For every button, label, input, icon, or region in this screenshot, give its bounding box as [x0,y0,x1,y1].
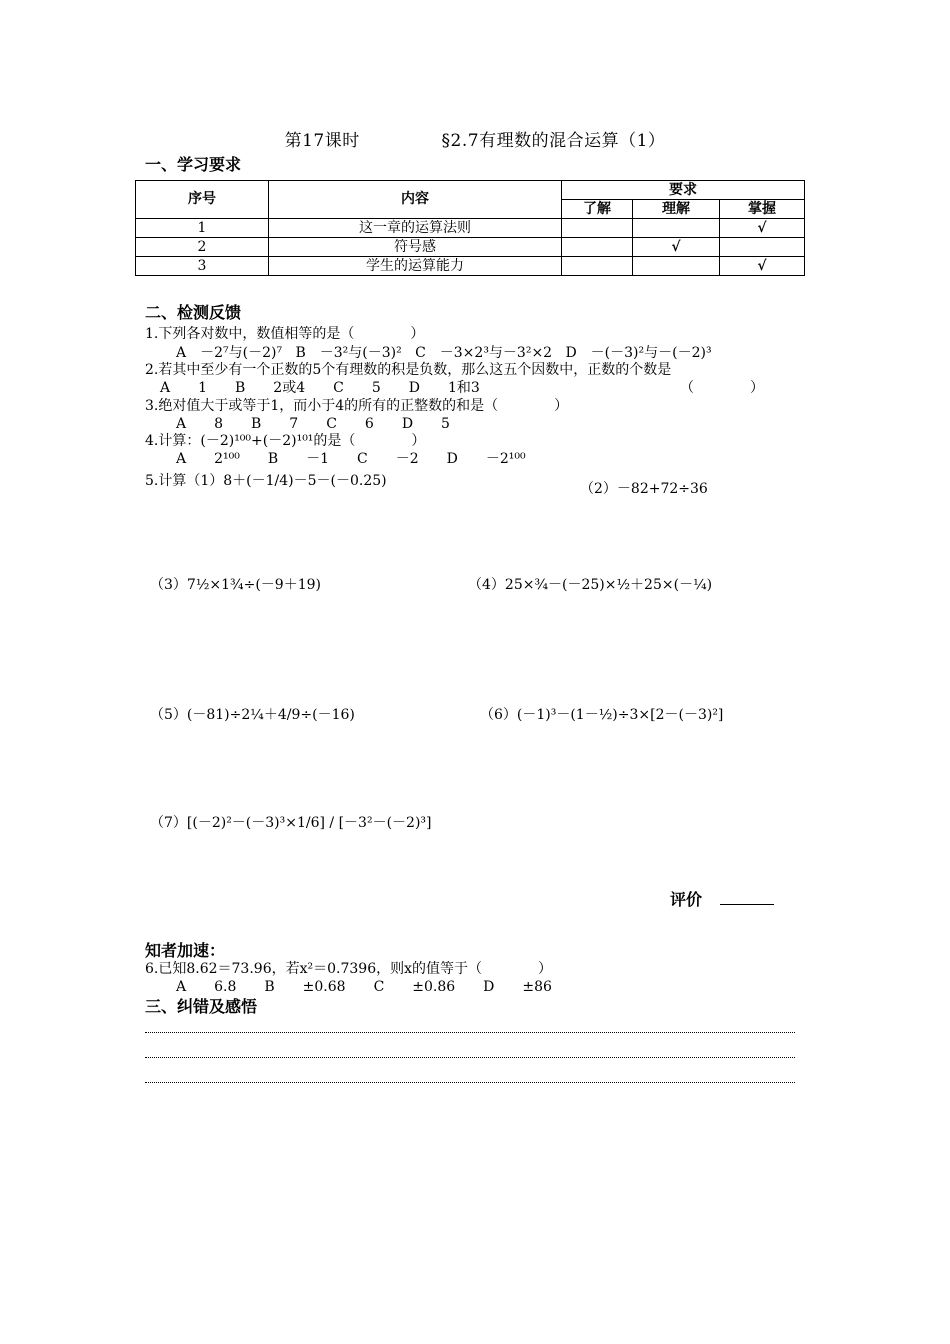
row-content: 这一章的运算法则 [269,219,562,238]
q2-options: A 1 B 2或4 C 5 D 1和3 [160,380,480,396]
col-content-header: 内容 [269,181,562,219]
q5-part5: （5）(－81)÷2¼＋4/9÷(－16) [150,707,355,723]
table-row [136,219,805,238]
answer-line[interactable] [145,1057,795,1058]
level-master: 掌握 [720,200,805,219]
lesson-topic: §2.7有理数的混合运算（1） [441,131,666,151]
q5-part6: （6）(－1)³－(1－½)÷3×[2－(－3)²] [480,707,724,723]
evaluation-label [670,887,702,910]
check-mark: √ [720,257,805,276]
section2-heading: 二、检测反馈 [145,303,242,322]
col-req-header: 要求 [562,181,805,200]
row-seq: 2 [136,238,269,257]
q1-option-c: C －3×2³与－3²×2 [415,345,553,361]
row-seq: 1 [136,219,269,238]
q6-stem: 6.已知8.62＝73.96，若x²＝0.7396，则x的值等于（ ） [145,961,552,977]
q4-options: A 2¹⁰⁰ B －1 C －2 D －2¹⁰⁰ [176,451,526,467]
q3-options: A 8 B 7 C 6 D 5 [176,416,450,432]
table-row [136,238,805,257]
q2-stem: 2.若其中至少有一个正数的5个有理数的积是负数，那么这五个因数中，正数的个数是 [145,362,672,378]
page-title [0,126,950,151]
q5-part2: （2）－82+72÷36 [580,481,708,497]
answer-line[interactable] [145,1082,795,1083]
q5-part7: （7）[(－2)²－(－3)³×1/6] / [－3²－(－2)³] [150,815,432,831]
check-mark: √ [633,238,720,257]
q3-stem: 3.绝对值大于或等于1，而小于4的所有的正整数的和是（ ） [145,398,569,414]
row-content: 符号感 [269,238,562,257]
q5-part3: （3）7½×1¾÷(－9＋19) [150,577,321,593]
q2-answer-paren: （ ） [680,380,764,396]
q1-stem: 1.下列各对数中，数值相等的是（ ） [145,326,425,342]
evaluation-blank[interactable] [720,904,774,905]
q6-options: A 6.8 B ±0.68 C ±0.86 D ±86 [176,979,552,995]
evaluation-text: 评价 [670,890,703,909]
level-understand: 理解 [633,200,720,219]
q5-part1 [145,470,387,490]
requirements-table [135,180,805,276]
col-seq-header: 序号 [136,181,269,219]
q1-option-b: B －3²与(－3)² [295,345,402,361]
q1-option-d: D －(－3)²与－(－2)³ [565,345,712,361]
q5-part1-text: 5.计算（1）8＋(－1/4)－5－(－0.25) [145,473,387,489]
q5-part4: （4）25×¾－(－25)×½＋25×(－¼) [468,577,713,593]
check-mark: √ [720,219,805,238]
row-content: 学生的运算能力 [269,257,562,276]
q1-option-a: A －2⁷与(－2)⁷ [176,345,283,361]
table-row [136,257,805,276]
answer-line[interactable] [145,1032,795,1033]
bonus-heading: 知者加速： [145,941,226,960]
lesson-number: 第17课时 [284,131,360,151]
section1-heading: 一、学习要求 [145,155,242,174]
row-seq: 3 [136,257,269,276]
level-understand-basic: 了解 [562,200,633,219]
section3-heading: 三、纠错及感悟 [145,997,258,1016]
q4-stem: 4.计算：(－2)¹⁰⁰+(－2)¹⁰¹的是（ ） [145,433,426,449]
